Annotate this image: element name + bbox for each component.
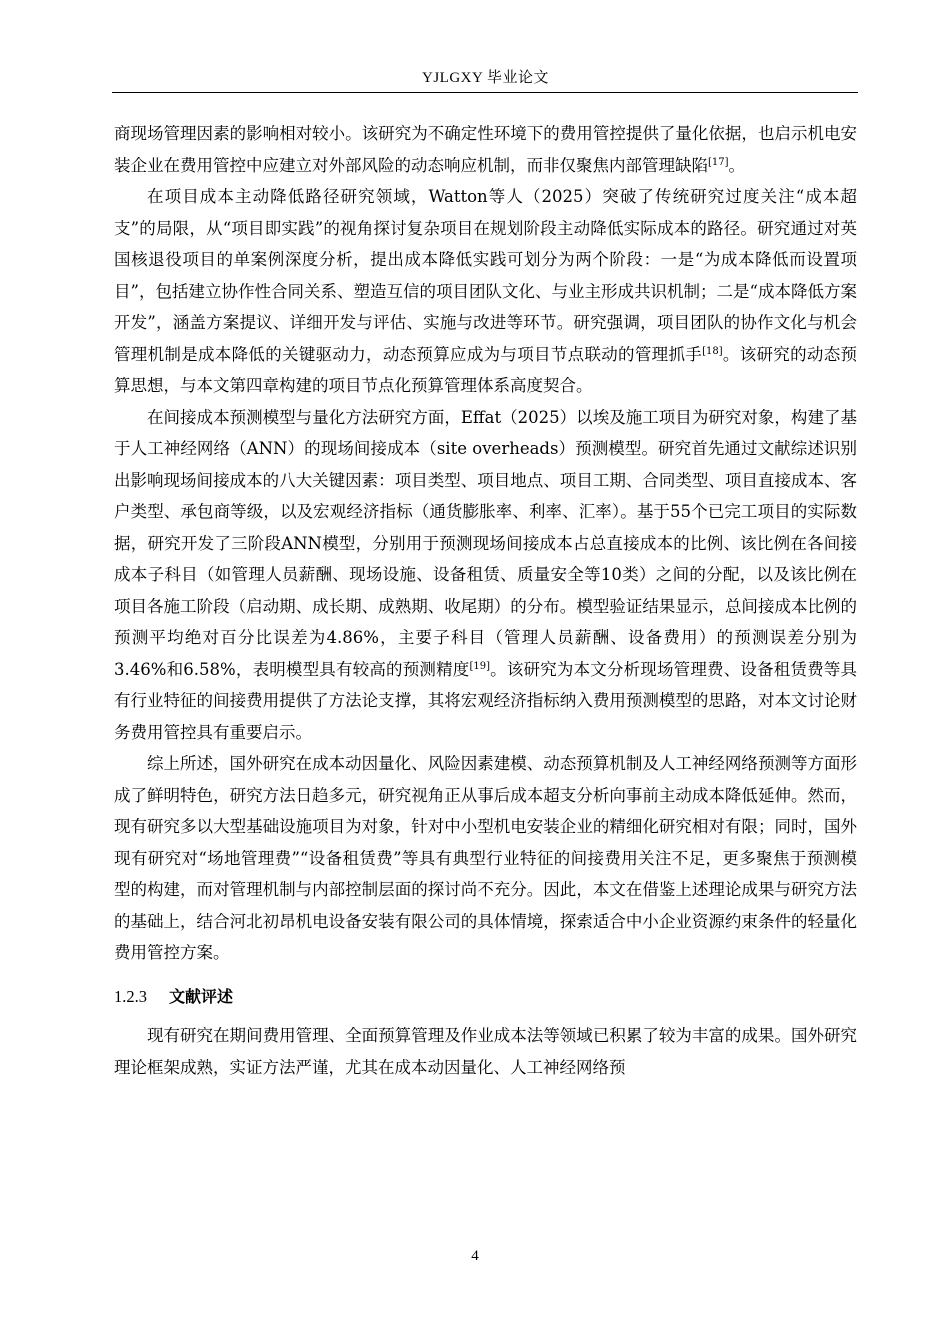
subsection-number: 1.2.3: [114, 986, 147, 1006]
body-text: [114, 118, 857, 1083]
citation-ref: [18]: [702, 345, 723, 357]
citation-ref: [19]: [469, 660, 490, 672]
subsection-heading: [114, 981, 857, 1013]
paragraph-tail: 。该研究为本文分析现场管理费、设备租赁费等具有行业特征的间接费用提供了方法论支撑，其将宏观经济指标纳入费用预测模型的思路，对本文讨论财务费用管控具有重要启示。: [114, 659, 858, 742]
paragraph-watton: [114, 181, 857, 402]
paragraph-text: 现有研究在期间费用管理、全面预算管理及作业成本法等领域已积累了较为丰富的成果。国外研究理论框架成熟，实证方法严谨，尤其在成本动因量化、人工神经网络预: [114, 1026, 857, 1077]
subsection-title: 文献评述: [169, 986, 234, 1006]
paragraph-text: 商现场管理因素的影响相对较小。该研究为不确定性环境下的费用管控提供了量化依据，也启示机电安装企业在费用管控中应建立对外部风险的动态响应机制，而非仅聚焦内部管理缺陷: [114, 124, 857, 175]
paragraph-continued: [114, 118, 857, 181]
page-header-title: YJLGXY 毕业论文: [421, 70, 550, 86]
paragraph-text: 在间接成本预测模型与量化方法研究方面，Effat（2025）以埃及施工项目为研究对象，构建了基于人工神经网络（ANN）的现场间接成本（site overheads）预测模型。研究首先通过文献综述识别出影响现场间接成本的八大关键因素：项目类型、项目地点、项目工期、合同类型、项目直接成本、客户类型、承包商等级，以及宏观经济指标（通货膨胀率、利率、汇率）。基于55个已完工项目的实际数据，研究开发了三阶段ANN模型，分别用于预测现场间接成本占总直接成本的比例、该比例在各间接成本子科目（如管理人员薪酬、现场设施、设备租赁、质量安全等10类）之间的分配，以及该比例在项目各施工阶段（启动期、成长期、成熟期、收尾期）的分布。模型验证结果显示，总间接成本比例的预测平均绝对百分比误差为4.86%，主要子科目（管理人员薪酬、设备费用）的预测误差分别为3.46%和6.58%，表明模型具有较高的预测精度: [114, 407, 857, 679]
page-number: 4: [471, 1248, 479, 1264]
paragraph-review: [114, 1020, 857, 1083]
header-divider: [112, 92, 858, 93]
citation-ref: [17]: [708, 156, 729, 168]
paragraph-summary: [114, 748, 857, 969]
paragraph-text: 在项目成本主动降低路径研究领域，Watton等人（2025）突破了传统研究过度关注“成本超支”的局限，从“项目即实践”的视角探讨复杂项目在规划阶段主动降低实际成本的路径。研究通过对英国核退役项目的单案例深度分析，提出成本降低实践可划分为两个阶段：一是“为成本降低而设置项目”，包括建立协作性合同关系、塑造互信的项目团队文化、与业主形成共识机制；二是“成本降低方案开发”，涵盖方案提议、详细开发与评估、实施与改进等环节。研究强调，项目团队的协作文化与机会管理机制是成本降低的关键驱动力，动态预算应成为与项目节点联动的管理抓手: [114, 187, 857, 364]
paragraph-tail: 。该研究的动态预算思想，与本文第四章构建的项目节点化预算管理体系高度契合。: [114, 344, 858, 395]
paragraph-tail: 。: [728, 155, 746, 175]
paragraph-text: 综上所述，国外研究在成本动因量化、风险因素建模、动态预算机制及人工神经网络预测等方面形成了鲜明特色，研究方法日趋多元，研究视角正从事后成本超支分析向事前主动成本降低延伸。然而，现有研究多以大型基础设施项目为对象，针对中小型机电安装企业的精细化研究相对有限；同时，国外现有研究对“场地管理费”“设备租赁费”等具有典型行业特征的间接费用关注不足，更多聚焦于预测模型的构建，而对管理机制与内部控制层面的探讨尚不充分。因此，本文在借鉴上述理论成果与研究方法的基础上，结合河北初昂机电设备安装有限公司的具体情境，探索适合中小企业资源约束条件的轻量化费用管控方案。: [114, 754, 857, 962]
paragraph-effat: [114, 402, 857, 749]
